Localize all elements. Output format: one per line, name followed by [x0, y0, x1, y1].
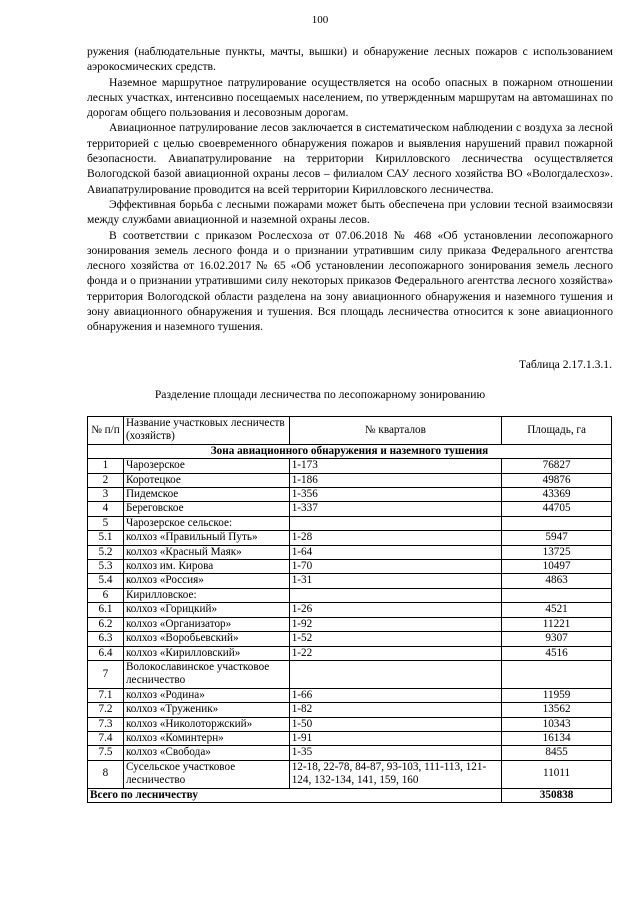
row-quarters: 1-35	[289, 746, 501, 760]
row-num: 3	[88, 488, 124, 502]
row-area: 10343	[502, 717, 612, 731]
row-area: 16134	[502, 731, 612, 745]
paragraph: Авиационное патрулирование лесов заключается в систематическом наблюдении с воздуха за лесной территорией с целью своевременного обнаружения пожаров и выявления нарушений правил пожарной безопасности. Авиапатрулирование на территории Кирилловского лесничества осуществляется Вологодской базой авиационной охраны лесов – филиалом САУ лесного хозяйства ВО «Вологдалесхоз». Авиапатрулирование проводится на всей территории Кирилловского лесничества.	[87, 121, 613, 196]
row-area: 11959	[502, 688, 612, 702]
paragraph: Эффективная борьба с лесными пожарами может быть обеспечена при условии тесной взаимосвязи между службами авиационной и наземной охраны лесов.	[87, 197, 613, 227]
row-name: Чарозерское сельское:	[123, 516, 289, 530]
row-quarters: 1-186	[289, 473, 501, 487]
row-name: колхоз «Горицкий»	[123, 603, 289, 617]
row-area: 76827	[502, 459, 612, 473]
row-name: Коротецкое	[123, 473, 289, 487]
row-num: 5.2	[88, 545, 124, 559]
row-area: 4516	[502, 646, 612, 660]
row-area: 43369	[502, 488, 612, 502]
table-row	[88, 760, 612, 788]
total-area: 350838	[502, 788, 612, 802]
row-num: 6.1	[88, 603, 124, 617]
row-num: 6	[88, 588, 124, 602]
row-name: колхоз «Организатор»	[123, 617, 289, 631]
row-num: 4	[88, 502, 124, 516]
page-number: 100	[311, 14, 329, 26]
zone-row	[88, 444, 612, 458]
table-row	[88, 660, 612, 688]
row-area	[502, 588, 612, 602]
row-num: 5.4	[88, 574, 124, 588]
row-num: 6.4	[88, 646, 124, 660]
row-area	[502, 660, 612, 688]
table-row	[88, 688, 612, 702]
table-row	[88, 588, 612, 602]
row-quarters: 1-82	[289, 703, 501, 717]
table-row	[88, 560, 612, 574]
header-num: № п/п	[88, 417, 124, 445]
row-area: 13725	[502, 545, 612, 559]
row-name: колхоз «Коминтерн»	[123, 731, 289, 745]
row-name: колхоз «Воробьевский»	[123, 632, 289, 646]
table-label: Таблица 2.17.1.3.1.	[518, 358, 612, 371]
row-num: 1	[88, 459, 124, 473]
table-row	[88, 545, 612, 559]
row-name: колхоз «Правильный Путь»	[123, 531, 289, 545]
table-row	[88, 617, 612, 631]
row-name: Чарозерское	[123, 459, 289, 473]
row-quarters: 1-91	[289, 731, 501, 745]
row-quarters: 1-337	[289, 502, 501, 516]
row-area: 4521	[502, 603, 612, 617]
row-num: 5.1	[88, 531, 124, 545]
row-area: 8455	[502, 746, 612, 760]
row-area: 4863	[502, 574, 612, 588]
row-area: 11221	[502, 617, 612, 631]
row-quarters: 1-70	[289, 560, 501, 574]
row-name: Береговское	[123, 502, 289, 516]
row-quarters: 1-64	[289, 545, 501, 559]
row-quarters: 1-26	[289, 603, 501, 617]
row-quarters: 1-173	[289, 459, 501, 473]
row-quarters	[289, 660, 501, 688]
row-name: колхоз «Кирилловский»	[123, 646, 289, 660]
body-text	[87, 44, 613, 335]
table-header-row	[88, 417, 612, 445]
row-quarters: 1-52	[289, 632, 501, 646]
row-name: колхоз «Свобода»	[123, 746, 289, 760]
table-row	[88, 488, 612, 502]
row-name: колхоз «Красный Маяк»	[123, 545, 289, 559]
table-row	[88, 574, 612, 588]
paragraph: ружения (наблюдательные пункты, мачты, вышки) и обнаружение лесных пожаров с использованием аэрокосмических средств.	[87, 45, 613, 74]
table-row	[88, 459, 612, 473]
row-area: 9307	[502, 632, 612, 646]
row-num: 7.3	[88, 717, 124, 731]
zone-title: Зона авиационного обнаружения и наземного тушения	[88, 444, 612, 458]
row-num: 6.2	[88, 617, 124, 631]
table-row	[88, 632, 612, 646]
header-quarters: № кварталов	[289, 417, 501, 445]
header-area: Площадь, га	[502, 417, 612, 445]
table-row	[88, 502, 612, 516]
row-num: 5	[88, 516, 124, 530]
header-name: Название участковых лесничеств (хозяйств)	[123, 417, 289, 445]
row-name: колхоз «Труженик»	[123, 703, 289, 717]
row-quarters: 1-92	[289, 617, 501, 631]
row-name: Сусельское участковое лесничество	[123, 760, 289, 788]
total-label: Всего по лесничеству	[88, 788, 502, 802]
row-quarters: 1-22	[289, 646, 501, 660]
total-row	[88, 788, 612, 802]
row-num: 2	[88, 473, 124, 487]
row-num: 7.5	[88, 746, 124, 760]
row-area: 11011	[502, 760, 612, 788]
row-num: 6.3	[88, 632, 124, 646]
row-num: 5.3	[88, 560, 124, 574]
row-name: колхоз «Россия»	[123, 574, 289, 588]
table-row	[88, 703, 612, 717]
row-area	[502, 516, 612, 530]
row-name: Пидемское	[123, 488, 289, 502]
row-name: колхоз «Родина»	[123, 688, 289, 702]
row-name: Волокославинское участковое лесничество	[123, 660, 289, 688]
table-row	[88, 731, 612, 745]
table-caption: Разделение площади лесничества по лесопожарному зонированию	[154, 388, 486, 401]
row-quarters: 1-66	[289, 688, 501, 702]
row-area: 10497	[502, 560, 612, 574]
row-area: 13562	[502, 703, 612, 717]
zoning-table	[87, 416, 612, 803]
row-quarters: 1-28	[289, 531, 501, 545]
row-quarters: 1-31	[289, 574, 501, 588]
row-quarters	[289, 516, 501, 530]
paragraph: Наземное маршрутное патрулирование осуществляется на особо опасных в пожарном отношении лесных участках, интенсивно посещаемых населением, по утвержденным маршрутам на автомашинах по дорогам общего пользования и лесовозным дорогам.	[87, 75, 613, 120]
table-row	[88, 516, 612, 530]
row-num: 7.1	[88, 688, 124, 702]
table-row	[88, 746, 612, 760]
table-row	[88, 717, 612, 731]
row-num: 7.2	[88, 703, 124, 717]
row-num: 7	[88, 660, 124, 688]
row-name: колхоз им. Кирова	[123, 560, 289, 574]
table-row	[88, 531, 612, 545]
paragraph: В соответствии с приказом Рослесхоза от 07.06.2018 № 468 «Об установлении лесопожарного зонирования земель лесного фонда и о признании утратившим силу приказа Федерального агентства лесного хозяйства от 16.02.2017 № 65 «Об установлении лесопожарного зонирования земель лесного фонда и о признании утратившими силу некоторых приказов Федерального агентства лесного хозяйства» территория Вологодской области разделена на зону авиационного обнаружения и наземного тушения и зону авиационного обнаружения и тушения. Вся площадь лесничества относится к зоне авиационного обнаружения и наземного тушения.	[87, 228, 613, 334]
row-area: 5947	[502, 531, 612, 545]
row-num: 8	[88, 760, 124, 788]
row-num: 7.4	[88, 731, 124, 745]
row-name: Кирилловское:	[123, 588, 289, 602]
table-row	[88, 603, 612, 617]
table-row	[88, 473, 612, 487]
row-area: 44705	[502, 502, 612, 516]
row-area: 49876	[502, 473, 612, 487]
table-row	[88, 646, 612, 660]
row-quarters: 1-356	[289, 488, 501, 502]
row-quarters: 1-50	[289, 717, 501, 731]
row-quarters	[289, 588, 501, 602]
row-quarters: 12-18, 22-78, 84-87, 93-103, 111-113, 121-124, 132-134, 141, 159, 160	[289, 760, 501, 788]
row-name: колхоз «Николоторжский»	[123, 717, 289, 731]
